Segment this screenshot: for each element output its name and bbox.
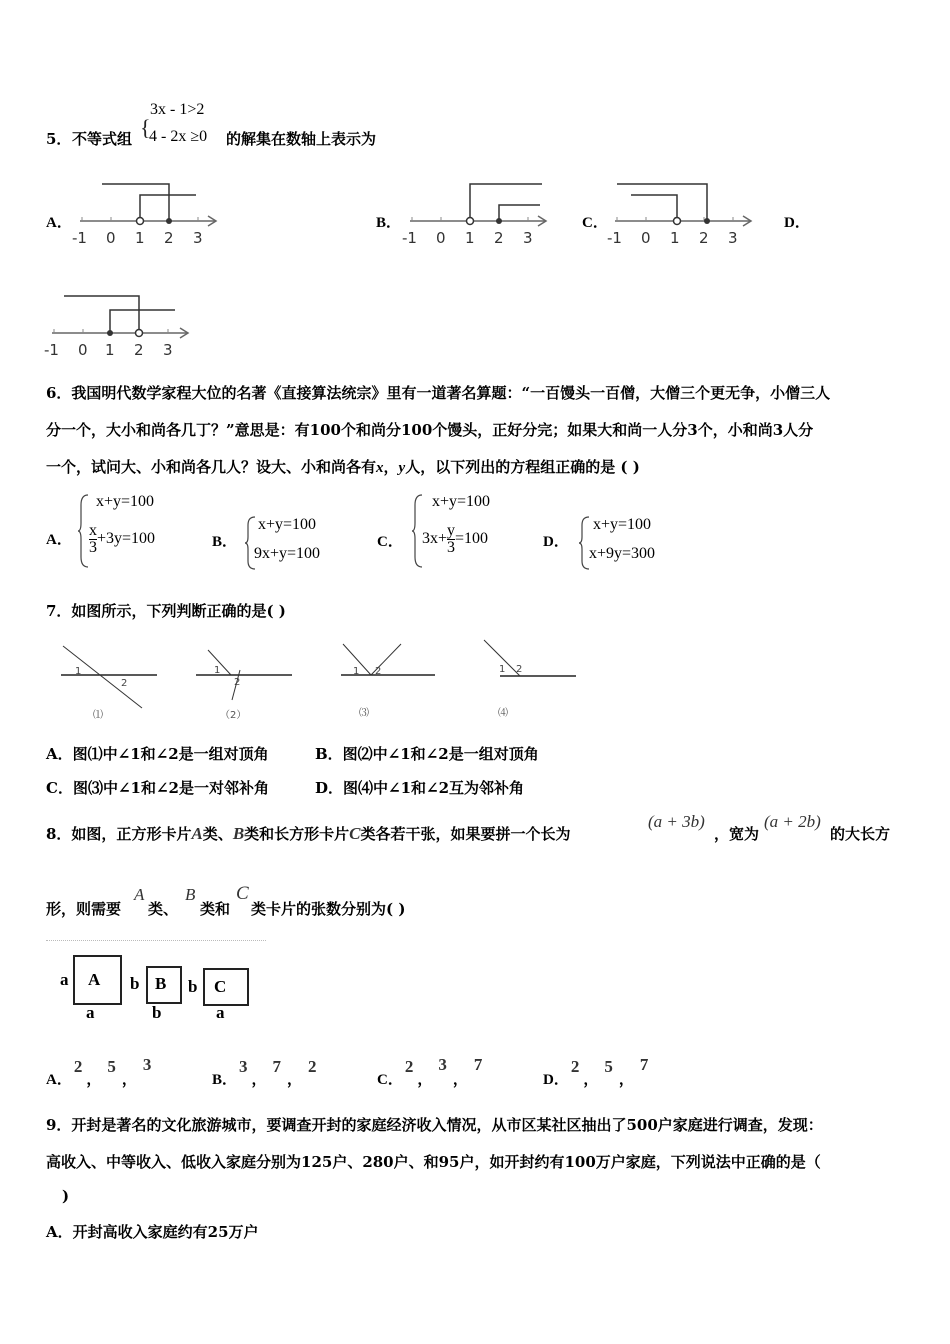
q8-option-c[interactable]: C．2，3，7 bbox=[377, 1055, 483, 1088]
tick-label: 3 bbox=[163, 341, 173, 359]
q6-option-b-label[interactable]: B． bbox=[212, 534, 238, 550]
tick-label: -1 bbox=[72, 229, 87, 247]
q6-option-c-label[interactable]: C． bbox=[377, 534, 403, 550]
tick-label: 1 bbox=[670, 229, 680, 247]
tick-label: 2 bbox=[699, 229, 709, 247]
q8-line-2-b: 类、 bbox=[148, 900, 179, 918]
tick-label: 0 bbox=[78, 341, 88, 359]
tick-label: 1 bbox=[135, 229, 145, 247]
figure-label: ⑴ bbox=[93, 710, 103, 721]
tick-label: -1 bbox=[607, 229, 622, 247]
q5-option-c-number-line bbox=[605, 176, 765, 248]
q9-option-a[interactable]: A．开封高收入家庭约有25万户 bbox=[46, 1223, 259, 1241]
q6-line-3: 一个，试问大、小和尚各几人？设大、小和尚各有x，y人，以下列出的方程组正确的是 ( ) bbox=[46, 458, 640, 476]
q8-line-2-c: 类和 bbox=[200, 900, 231, 918]
card-c-bottom-label: a bbox=[216, 1003, 225, 1022]
card-c-letter: C bbox=[214, 977, 227, 996]
q8-option-d[interactable]: D．2，5，7 bbox=[543, 1055, 649, 1088]
q8-line-2-end: 类卡片的张数分别为( ) bbox=[251, 900, 406, 918]
q5-option-b-label[interactable]: B． bbox=[376, 215, 402, 231]
tick-label: 3 bbox=[193, 229, 203, 247]
angle-2-label: 2 bbox=[516, 664, 523, 675]
q6-option-a-label[interactable]: A． bbox=[46, 532, 72, 548]
q8-width-label: ，宽为 bbox=[714, 825, 760, 843]
tick-label: 1 bbox=[465, 229, 475, 247]
q8-var-a: A bbox=[134, 885, 145, 904]
q5-inequality-1: 3x - 1>2 bbox=[150, 101, 205, 118]
q6-option-d-eq2: x+9y=300 bbox=[589, 545, 656, 562]
q6-option-b-eq2: 9x+y=100 bbox=[254, 545, 321, 562]
q5-option-c-label[interactable]: C． bbox=[582, 215, 608, 231]
angle-2-label: 2 bbox=[121, 678, 128, 689]
tick-label: 0 bbox=[641, 229, 651, 247]
q7-figure-3 bbox=[335, 638, 445, 722]
q6-line-2: 分一个，大小和尚各几丁？”意思是：有100个和尚分100个馒头，正好分完；如果大和尚一人分3个，小和尚3人分 bbox=[46, 421, 814, 439]
figure-label: ⑷ bbox=[498, 708, 508, 718]
figure-label: （2） bbox=[220, 710, 247, 721]
tick-label: 2 bbox=[134, 341, 144, 359]
q8-option-a[interactable]: A．2，5，3 bbox=[46, 1055, 152, 1088]
q9-line-1: 9．开封是著名的文化旅游城市，要调查开封的家庭经济收入情况，从市区某社区抽出了500户家庭进行调查，发现： bbox=[46, 1116, 823, 1134]
angle-2-label: 2 bbox=[375, 666, 382, 677]
angle-1-label: 1 bbox=[214, 665, 221, 676]
q8-length-expression: (a + 3b) bbox=[648, 812, 705, 831]
tick-label: 2 bbox=[494, 229, 504, 247]
tick-label: 0 bbox=[106, 229, 116, 247]
figure-top-rule bbox=[46, 940, 266, 942]
q6-option-d-eq1: x+y=100 bbox=[593, 516, 652, 533]
card-a-bottom-label: a bbox=[86, 1003, 95, 1022]
q7-question: 7．如图所示，下列判断正确的是( ) bbox=[46, 602, 286, 620]
card-c-side-label: b bbox=[188, 977, 198, 996]
q6-option-c-eq1: x+y=100 bbox=[432, 493, 491, 510]
q6-option-a-eq2: $\frac{x}{3}$ +3y=100 bbox=[89, 522, 156, 556]
figure-label: ⑶ bbox=[359, 708, 369, 719]
q6-option-a-eq1: x+y=100 bbox=[96, 493, 155, 510]
q7-figure-4 bbox=[478, 634, 588, 718]
tick-label: 1 bbox=[105, 341, 115, 359]
q7-figure-2 bbox=[190, 638, 300, 722]
q8-line-1-end: 的大长方 bbox=[830, 825, 891, 843]
q7-figure-1 bbox=[55, 638, 165, 722]
tick-label: -1 bbox=[44, 341, 59, 359]
q5-option-a-number-line bbox=[70, 176, 230, 248]
q5-inequality-2: 4 - 2x ≥0 bbox=[149, 128, 208, 145]
card-b-bottom-label: b bbox=[152, 1003, 162, 1022]
q9-line-3: ) bbox=[62, 1187, 70, 1205]
card-a-side-label: a bbox=[60, 970, 69, 989]
q8-var-c: C bbox=[236, 883, 249, 904]
angle-1-label: 1 bbox=[75, 666, 82, 677]
q7-option-b[interactable]: B．图⑵中∠1和∠2是一组对顶角 bbox=[315, 745, 539, 763]
q7-option-c[interactable]: C．图⑶中∠1和∠2是一对邻补角 bbox=[46, 779, 269, 797]
q9-line-2: 高收入、中等收入、低收入家庭分别为125户、280户、和95户，如开封约有100万户家庭，下列说法中正确的是（ bbox=[46, 1153, 821, 1171]
q8-option-b[interactable]: B．3，7，2 bbox=[212, 1057, 317, 1088]
q5-option-d-number-line bbox=[42, 288, 202, 360]
q5-prefix: 不等式组 bbox=[72, 130, 133, 148]
q5-brace: { bbox=[140, 115, 151, 140]
q6-option-c-eq2: 3x+ $\frac{y}{3}$ =100 bbox=[422, 522, 489, 556]
q7-option-a[interactable]: A．图⑴中∠1和∠2是一组对顶角 bbox=[46, 745, 269, 763]
q6-line-1: 6．我国明代数学家程大位的名著《直接算法统宗》里有一道著名算题：“一百馒头一百僧，大僧三个更无争，小僧三人 bbox=[46, 384, 831, 402]
q6-option-d-label[interactable]: D． bbox=[543, 534, 569, 550]
q5-suffix: 的解集在数轴上表示为 bbox=[226, 130, 377, 148]
tick-label: -1 bbox=[402, 229, 417, 247]
angle-2-label: 2 bbox=[234, 677, 241, 688]
card-a-letter: A bbox=[88, 970, 101, 989]
q8-line-2-start: 形，则需要 bbox=[46, 900, 122, 918]
q5-number: 5． bbox=[46, 130, 72, 148]
q5-option-b-number-line bbox=[400, 176, 560, 248]
card-b-side-label: b bbox=[130, 974, 140, 993]
tick-label: 3 bbox=[728, 229, 738, 247]
q7-option-d[interactable]: D．图⑷中∠1和∠2互为邻补角 bbox=[315, 779, 525, 797]
q8-width-expression: (a + 2b) bbox=[764, 812, 821, 831]
q6-option-b-eq1: x+y=100 bbox=[258, 516, 317, 533]
angle-1-label: 1 bbox=[353, 666, 360, 677]
tick-label: 0 bbox=[436, 229, 446, 247]
tick-label: 3 bbox=[523, 229, 533, 247]
q8-line-1: 8．如图，正方形卡片A类、B类和长方形卡片C类各若干张，如果要拼一个长为 bbox=[46, 824, 571, 843]
q5-option-d-label[interactable]: D． bbox=[784, 215, 810, 231]
card-b-letter: B bbox=[155, 974, 167, 993]
tick-label: 2 bbox=[164, 229, 174, 247]
q8-var-b: B bbox=[185, 885, 196, 904]
angle-1-label: 1 bbox=[499, 664, 506, 675]
q5-option-a-label[interactable]: A． bbox=[46, 215, 72, 231]
